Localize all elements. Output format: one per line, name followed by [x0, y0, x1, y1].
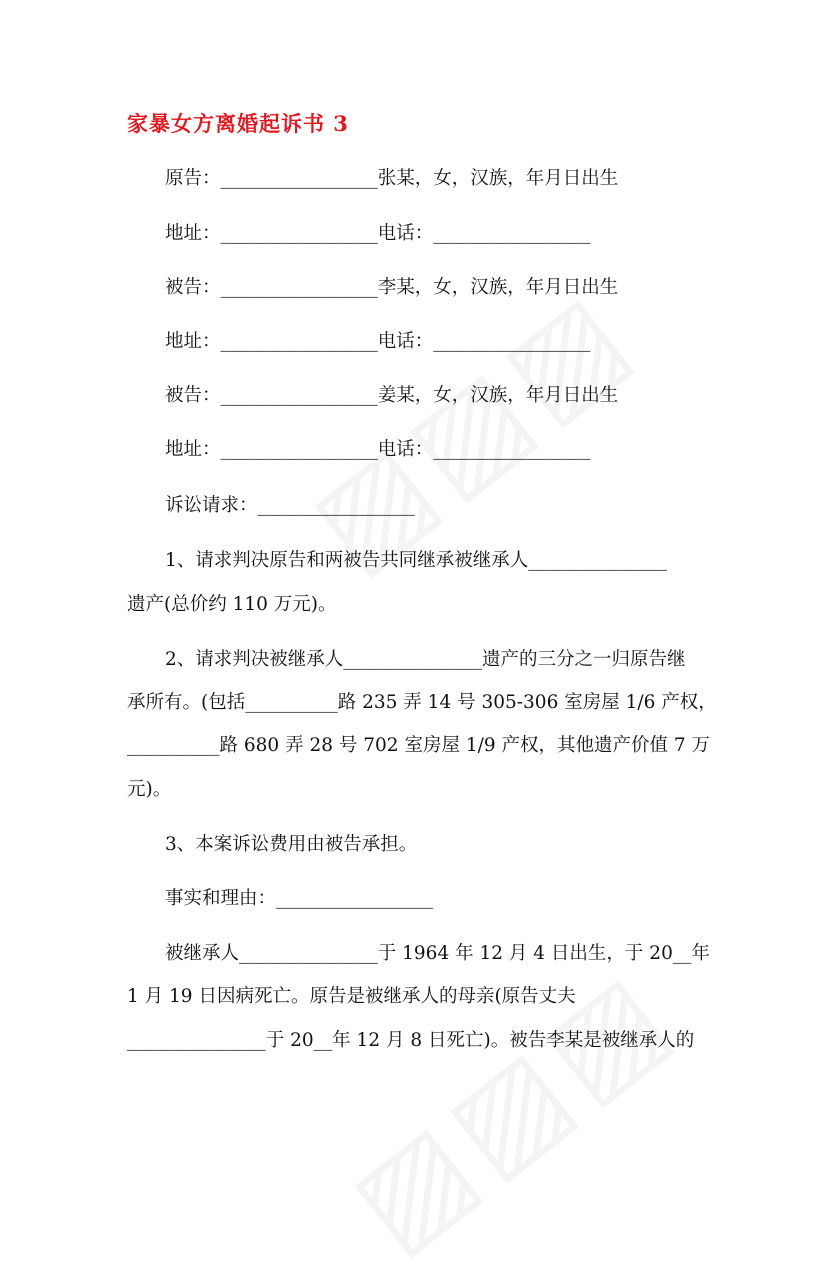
claim-3-line: 3、本案诉讼费用由被告承担。: [165, 834, 418, 855]
facts-line-1: 被继承人_______________于 1964 年 12 月 4 日出生，于 20__年: [165, 943, 710, 964]
watermark-top: [286, 263, 659, 597]
claim-2-line-2: 承所有。(包括__________路 235 弄 14 号 305-306 室房屋 1/6 产权，: [127, 692, 717, 713]
claim-2-line-3: __________路 680 弄 28 号 702 室房屋 1/9 产权，其他遗产价值 7 万: [127, 735, 711, 756]
plaintiff-address-line: 地址：_________________电话：_________________: [165, 223, 591, 244]
defendant-1-line: 被告：_________________李某，女，汉族，年月日出生: [165, 277, 619, 298]
document-title: 家暴女方离婚起诉书 3: [127, 111, 349, 136]
claim-1-line-2: 遗产(总价约 110 万元)。: [127, 594, 337, 615]
plaintiff-line: 原告：_________________张某，女，汉族，年月日出生: [165, 168, 619, 189]
claim-1-line-1: 1、请求判决原告和两被告共同继承被继承人_______________: [165, 550, 668, 571]
defendant-2-line: 被告：_________________姜某，女，汉族，年月日出生: [165, 385, 619, 406]
facts-heading: 事实和理由：_________________: [165, 888, 434, 909]
claim-2-line-1: 2、请求判决被继承人_______________遗产的三分之一归原告继: [165, 649, 686, 670]
defendant-1-address-line: 地址：_________________电话：_________________: [165, 331, 591, 352]
defendant-2-address-line: 地址：_________________电话：_________________: [165, 439, 591, 460]
claim-2-line-4: 元)。: [127, 779, 172, 800]
claims-heading: 诉讼请求：_________________: [165, 495, 415, 516]
facts-line-2: 1 月 19 日因病死亡。原告是被继承人的母亲(原告丈夫: [127, 986, 576, 1007]
facts-line-3: _______________于 20__年 12 月 8 日死亡)。被告李某是被继承人的: [127, 1030, 695, 1051]
